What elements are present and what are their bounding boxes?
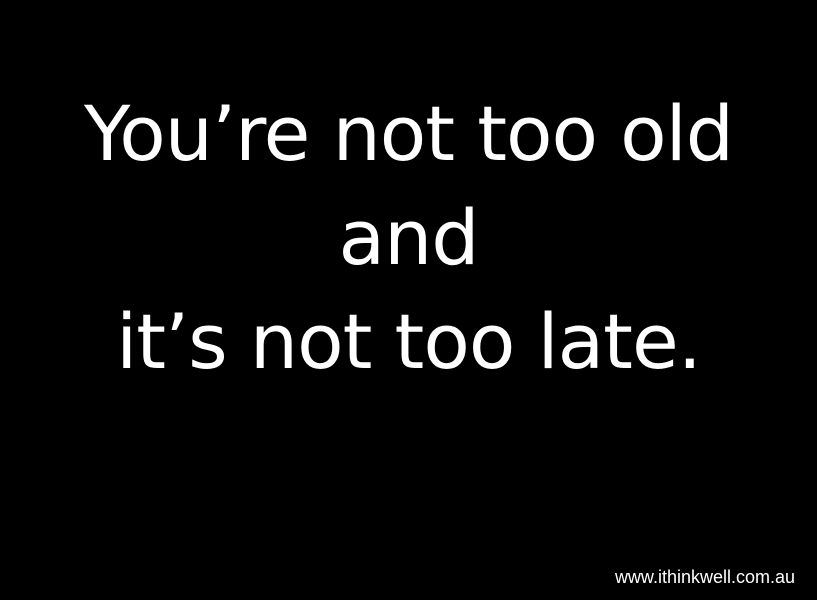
quote-block bbox=[0, 82, 817, 394]
quote-line-3: it’s not too late. bbox=[116, 297, 701, 386]
quote-line-1: You’re not too old bbox=[83, 89, 734, 178]
quote-line-2: and bbox=[338, 193, 479, 282]
website-url: www.ithinkwell.com.au bbox=[614, 567, 795, 587]
